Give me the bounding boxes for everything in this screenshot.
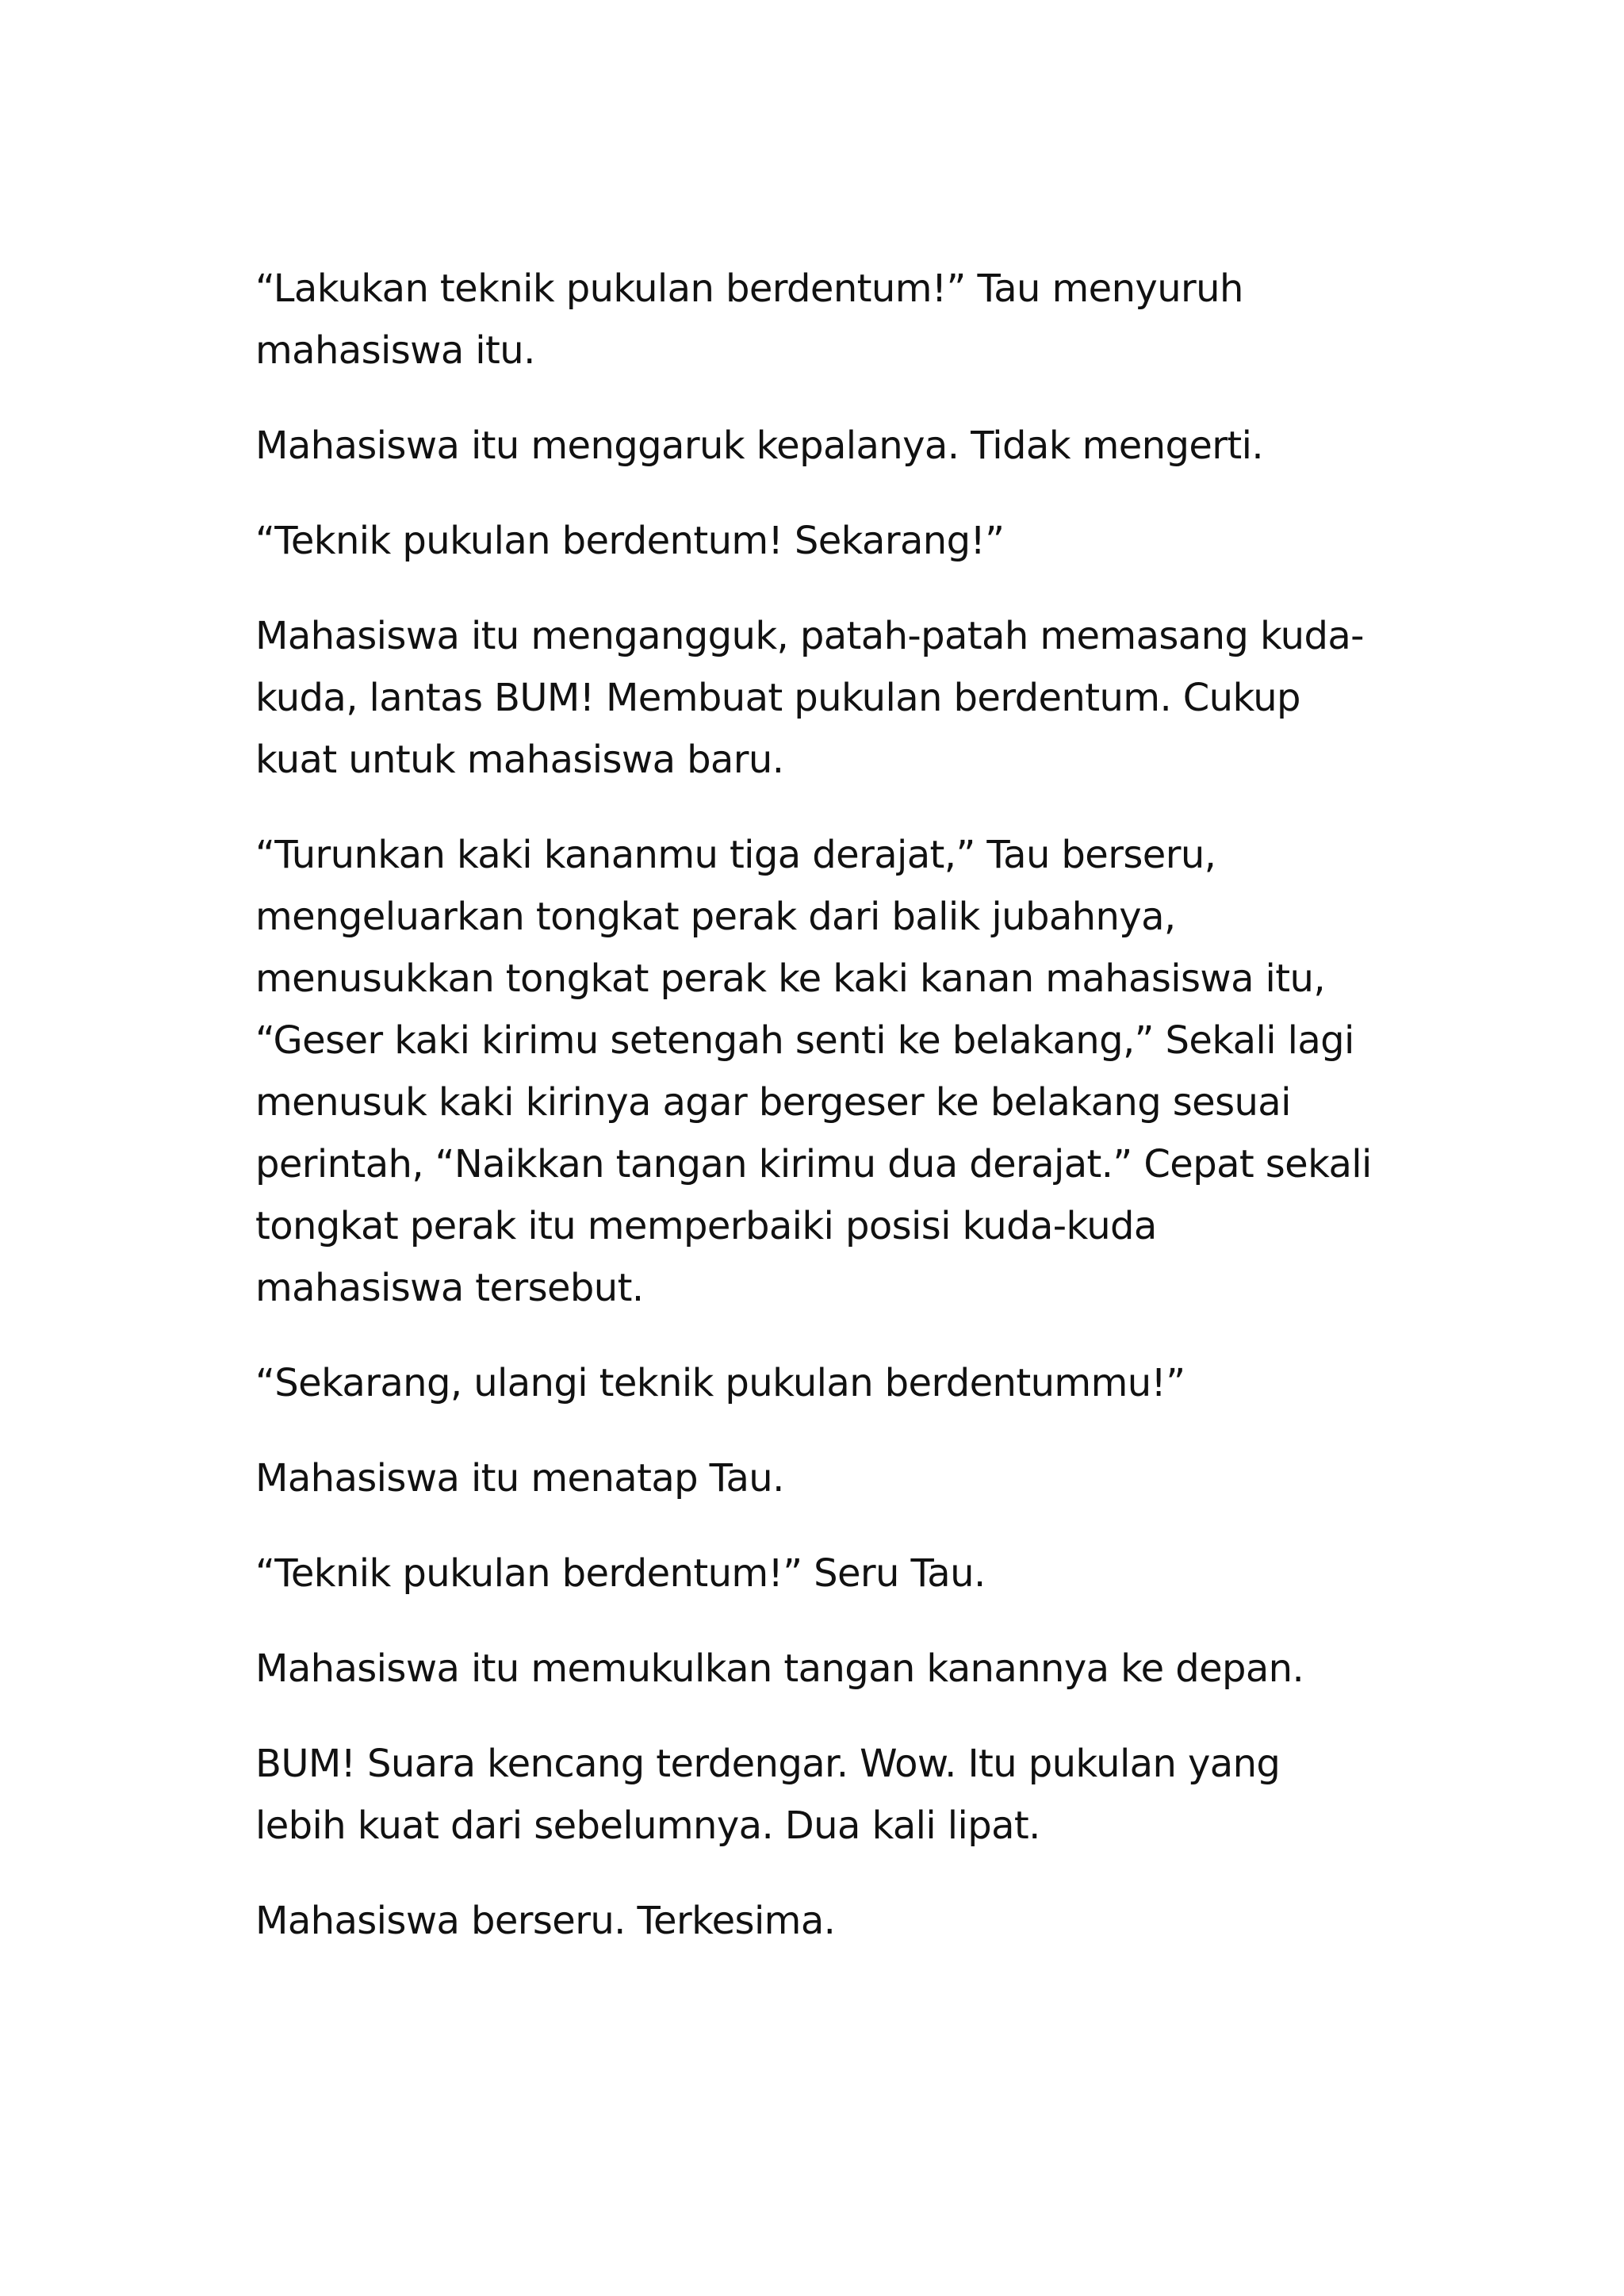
text-line: Mahasiswa itu mengangguk, patah-patah memasang kuda-: [255, 614, 1364, 658]
paragraph-1: [255, 258, 1397, 381]
text-line: “Teknik pukulan berdentum!” Seru Tau.: [255, 1551, 986, 1596]
paragraph-10: [255, 1733, 1397, 1857]
text-line: Mahasiswa berseru. Terkesima.: [255, 1899, 836, 1943]
text-line: menusuk kaki kirinya agar bergeser ke belakang sesuai: [255, 1080, 1291, 1125]
text-line: Mahasiswa itu memukulkan tangan kanannya ke depan.: [255, 1646, 1304, 1691]
text-line: “Geser kaki kirimu setengah senti ke belakang,” Sekali lagi: [255, 1018, 1354, 1063]
text-line: “Lakukan teknik pukulan berdentum!” Tau menyuruh: [255, 266, 1243, 311]
text-line: lebih kuat dari sebelumnya. Dua kali lipat.: [255, 1803, 1040, 1848]
text-line: tongkat perak itu memperbaiki posisi kuda-kuda: [255, 1204, 1157, 1248]
paragraph-3: [255, 510, 1397, 572]
text-line: “Turunkan kaki kananmu tiga derajat,” Tau berseru,: [255, 833, 1216, 877]
paragraph-9: [255, 1638, 1397, 1700]
paragraph-4: [255, 605, 1397, 791]
paragraph-2: [255, 415, 1397, 477]
paragraph-8: [255, 1543, 1397, 1604]
text-line: menusukkan tongkat perak ke kaki kanan mahasiswa itu,: [255, 956, 1325, 1001]
text-line: “Teknik pukulan berdentum! Sekarang!”: [255, 519, 1005, 563]
paragraph-5: [255, 824, 1397, 1319]
story-text: [255, 258, 1397, 1985]
text-line: kuda, lantas BUM! Membuat pukulan berdentum. Cukup: [255, 676, 1300, 720]
paragraph-7: [255, 1447, 1397, 1509]
text-line: Mahasiswa itu menatap Tau.: [255, 1456, 784, 1501]
text-line: perintah, “Naikkan tangan kirimu dua derajat.” Cepat sekali: [255, 1142, 1372, 1186]
text-line: mahasiswa itu.: [255, 328, 535, 373]
text-line: mengeluarkan tongkat perak dari balik jubahnya,: [255, 895, 1176, 939]
text-line: BUM! Suara kencang terdengar. Wow. Itu pukulan yang: [255, 1742, 1281, 1786]
text-line: kuat untuk mahasiswa baru.: [255, 738, 784, 782]
paragraph-11: [255, 1890, 1397, 1952]
text-line: Mahasiswa itu menggaruk kepalanya. Tidak mengerti.: [255, 424, 1264, 468]
text-line: mahasiswa tersebut.: [255, 1266, 644, 1310]
paragraph-6: [255, 1352, 1397, 1414]
text-line: “Sekarang, ulangi teknik pukulan berdentummu!”: [255, 1361, 1185, 1405]
